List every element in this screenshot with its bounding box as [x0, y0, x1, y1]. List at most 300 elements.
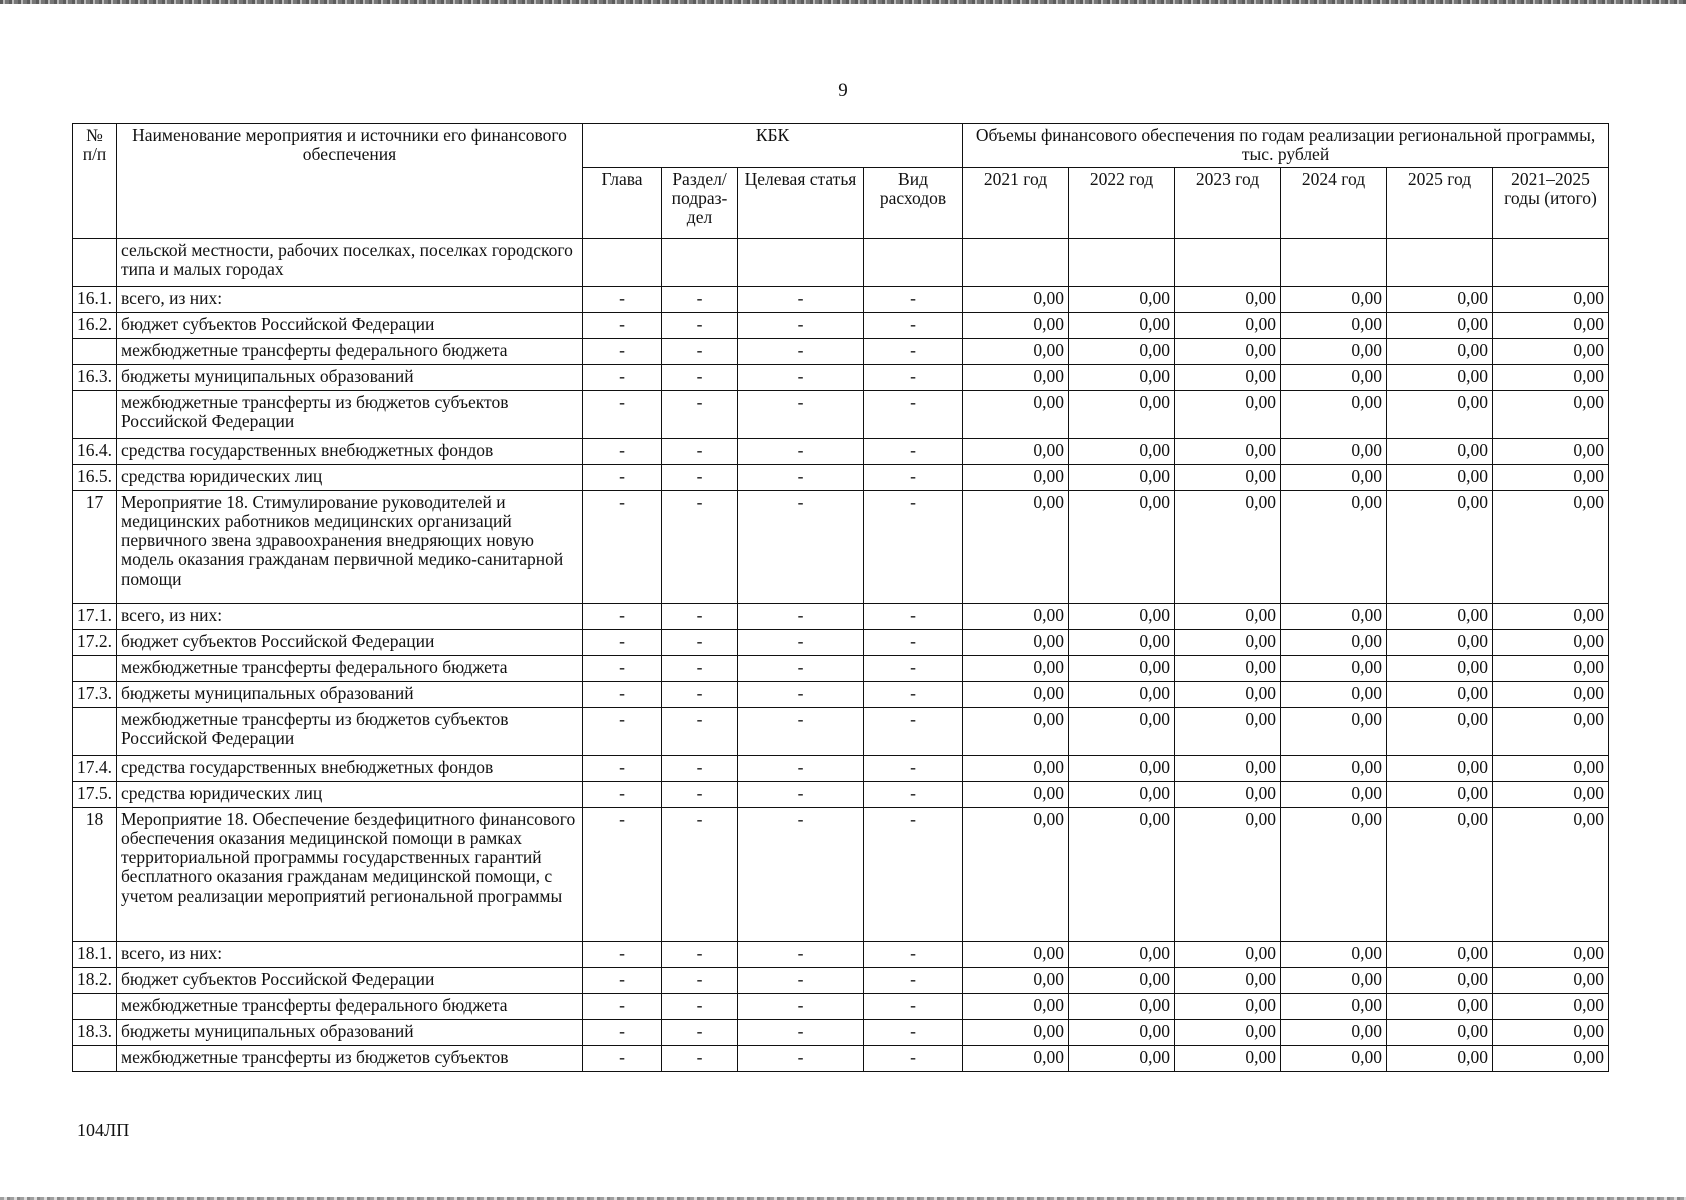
row-name: средства юридических лиц [117, 464, 583, 490]
value-2022-cell: 0,00 [1069, 312, 1175, 338]
value-2024-cell: 0,00 [1281, 490, 1387, 603]
kbk-expense-type-cell: - [864, 993, 963, 1019]
value-2024-cell: 0,00 [1281, 655, 1387, 681]
kbk-expense-type-cell: - [864, 655, 963, 681]
value-total-cell: 0,00 [1493, 755, 1609, 781]
row-name: межбюджетные трансферты федерального бюджета [117, 993, 583, 1019]
value-2021-cell: 0,00 [963, 464, 1069, 490]
kbk-chapter-cell: - [583, 490, 662, 603]
value-2021-cell: 0,00 [963, 707, 1069, 755]
value-2023-cell: 0,00 [1175, 707, 1281, 755]
row-number: 18.3. [73, 1019, 117, 1045]
kbk-expense-type-cell: - [864, 755, 963, 781]
row-number: 18.1. [73, 941, 117, 967]
value-2021-cell: 0,00 [963, 655, 1069, 681]
table-body [73, 238, 1609, 1071]
value-2025-cell: 0,00 [1387, 629, 1493, 655]
kbk-section-cell: - [662, 1019, 738, 1045]
header-name: Наименование мероприятия и источники его финансового обеспечения [117, 124, 583, 239]
table-row [73, 338, 1609, 364]
value-2024-cell: 0,00 [1281, 967, 1387, 993]
kbk-section-cell: - [662, 1045, 738, 1071]
table-row [73, 464, 1609, 490]
header-kbk-chapter: Глава [583, 167, 662, 238]
kbk-section-cell: - [662, 707, 738, 755]
value-2021-cell: 0,00 [963, 1045, 1069, 1071]
kbk-target-cell: - [738, 286, 864, 312]
value-2025-cell: 0,00 [1387, 967, 1493, 993]
value-total-cell: 0,00 [1493, 338, 1609, 364]
value-2024-cell: 0,00 [1281, 438, 1387, 464]
value-2021-cell: 0,00 [963, 390, 1069, 438]
value-2024-cell: 0,00 [1281, 286, 1387, 312]
kbk-section-cell [662, 238, 738, 286]
table-row [73, 312, 1609, 338]
row-name: всего, из них: [117, 603, 583, 629]
kbk-section-cell: - [662, 993, 738, 1019]
row-name: бюджет субъектов Российской Федерации [117, 629, 583, 655]
value-2021-cell: 0,00 [963, 681, 1069, 707]
value-2024-cell: 0,00 [1281, 1019, 1387, 1045]
value-2025-cell: 0,00 [1387, 755, 1493, 781]
kbk-expense-type-cell: - [864, 967, 963, 993]
kbk-section-cell: - [662, 941, 738, 967]
header-year-2022: 2022 год [1069, 167, 1175, 238]
document-code: 104ЛП [77, 1120, 130, 1140]
kbk-target-cell: - [738, 707, 864, 755]
value-2023-cell: 0,00 [1175, 681, 1281, 707]
row-name: Мероприятие 18. Обеспечение бездефицитного финансового обеспечения оказания медицинской помощи в рамках территориальной программы государственных гарантий бесплатного оказания гражданам медицинской помощи, с учетом реализации мероприятий региональной программы [117, 807, 583, 941]
value-2025-cell: 0,00 [1387, 464, 1493, 490]
value-2022-cell: 0,00 [1069, 1045, 1175, 1071]
value-2021-cell: 0,00 [963, 438, 1069, 464]
header-kbk-target: Целевая статья [738, 167, 864, 238]
value-2021-cell: 0,00 [963, 993, 1069, 1019]
value-total-cell: 0,00 [1493, 993, 1609, 1019]
value-2022-cell: 0,00 [1069, 681, 1175, 707]
kbk-target-cell: - [738, 438, 864, 464]
value-2024-cell: 0,00 [1281, 781, 1387, 807]
kbk-expense-type-cell: - [864, 1045, 963, 1071]
row-name: всего, из них: [117, 286, 583, 312]
page-number: 9 [838, 80, 848, 101]
row-number: 16.2. [73, 312, 117, 338]
value-total-cell: 0,00 [1493, 781, 1609, 807]
table-row [73, 438, 1609, 464]
header-year-2025: 2025 год [1387, 167, 1493, 238]
value-2023-cell: 0,00 [1175, 390, 1281, 438]
kbk-section-cell: - [662, 364, 738, 390]
kbk-expense-type-cell: - [864, 807, 963, 941]
value-2023-cell: 0,00 [1175, 993, 1281, 1019]
value-total-cell: 0,00 [1493, 438, 1609, 464]
kbk-chapter-cell: - [583, 707, 662, 755]
header-row [73, 124, 1609, 168]
header-year-2021: 2021 год [963, 167, 1069, 238]
row-name: межбюджетные трансферты федерального бюджета [117, 338, 583, 364]
kbk-chapter-cell: - [583, 993, 662, 1019]
value-2025-cell: 0,00 [1387, 390, 1493, 438]
kbk-expense-type-cell: - [864, 603, 963, 629]
value-2023-cell: 0,00 [1175, 312, 1281, 338]
kbk-expense-type-cell: - [864, 1019, 963, 1045]
row-number: 18.2. [73, 967, 117, 993]
kbk-target-cell [738, 238, 864, 286]
row-name: сельской местности, рабочих поселках, поселках городского типа и малых городах [117, 238, 583, 286]
kbk-chapter-cell: - [583, 655, 662, 681]
row-name: Мероприятие 18. Стимулирование руководителей и медицинских работников медицинских организаций первичного звена здравоохранения внедряющих новую модель оказания гражданам первичной медико-санитарной помощи [117, 490, 583, 603]
value-2022-cell: 0,00 [1069, 707, 1175, 755]
value-2025-cell: 0,00 [1387, 338, 1493, 364]
kbk-target-cell: - [738, 941, 864, 967]
row-number: 17.4. [73, 755, 117, 781]
value-2023-cell: 0,00 [1175, 438, 1281, 464]
value-total-cell: 0,00 [1493, 312, 1609, 338]
value-2025-cell: 0,00 [1387, 312, 1493, 338]
value-2021-cell: 0,00 [963, 603, 1069, 629]
kbk-target-cell: - [738, 629, 864, 655]
value-2023-cell: 0,00 [1175, 464, 1281, 490]
kbk-chapter-cell: - [583, 967, 662, 993]
value-total-cell: 0,00 [1493, 1019, 1609, 1045]
value-2022-cell: 0,00 [1069, 629, 1175, 655]
table-row [73, 364, 1609, 390]
value-2022-cell: 0,00 [1069, 603, 1175, 629]
value-2024-cell: 0,00 [1281, 338, 1387, 364]
table-row [73, 390, 1609, 438]
table-row [73, 1045, 1609, 1071]
value-2023-cell [1175, 238, 1281, 286]
value-2022-cell: 0,00 [1069, 338, 1175, 364]
kbk-chapter-cell: - [583, 629, 662, 655]
value-2025-cell [1387, 238, 1493, 286]
kbk-section-cell: - [662, 755, 738, 781]
value-2023-cell: 0,00 [1175, 286, 1281, 312]
kbk-target-cell: - [738, 603, 864, 629]
value-total-cell: 0,00 [1493, 490, 1609, 603]
value-2024-cell: 0,00 [1281, 807, 1387, 941]
value-2024-cell: 0,00 [1281, 364, 1387, 390]
row-number: 17.5. [73, 781, 117, 807]
row-number: 17 [73, 490, 117, 603]
value-2023-cell: 0,00 [1175, 941, 1281, 967]
value-2025-cell: 0,00 [1387, 438, 1493, 464]
row-name: бюджеты муниципальных образований [117, 681, 583, 707]
financing-table [72, 123, 1609, 1072]
value-2024-cell: 0,00 [1281, 464, 1387, 490]
value-2023-cell: 0,00 [1175, 364, 1281, 390]
kbk-chapter-cell: - [583, 781, 662, 807]
kbk-target-cell: - [738, 312, 864, 338]
row-name: средства государственных внебюджетных фондов [117, 438, 583, 464]
value-2023-cell: 0,00 [1175, 603, 1281, 629]
kbk-expense-type-cell: - [864, 438, 963, 464]
row-name: межбюджетные трансферты из бюджетов субъектов Российской Федерации [117, 390, 583, 438]
value-2022-cell: 0,00 [1069, 464, 1175, 490]
value-2021-cell: 0,00 [963, 490, 1069, 603]
value-total-cell: 0,00 [1493, 967, 1609, 993]
kbk-chapter-cell: - [583, 807, 662, 941]
value-2021-cell: 0,00 [963, 967, 1069, 993]
row-number [73, 707, 117, 755]
row-number: 16.4. [73, 438, 117, 464]
row-number [73, 993, 117, 1019]
value-2024-cell: 0,00 [1281, 707, 1387, 755]
row-name: бюджеты муниципальных образований [117, 1019, 583, 1045]
header-volumes: Объемы финансового обеспечения по годам реализации региональной программы, тыс. рублей [963, 124, 1609, 168]
row-name: средства юридических лиц [117, 781, 583, 807]
kbk-target-cell: - [738, 338, 864, 364]
value-2022-cell: 0,00 [1069, 655, 1175, 681]
table-row [73, 603, 1609, 629]
kbk-section-cell: - [662, 438, 738, 464]
kbk-chapter-cell: - [583, 941, 662, 967]
header-year-2024: 2024 год [1281, 167, 1387, 238]
value-2023-cell: 0,00 [1175, 755, 1281, 781]
value-2024-cell: 0,00 [1281, 629, 1387, 655]
value-2021-cell: 0,00 [963, 941, 1069, 967]
kbk-target-cell: - [738, 1019, 864, 1045]
value-2023-cell: 0,00 [1175, 629, 1281, 655]
value-2022-cell: 0,00 [1069, 286, 1175, 312]
kbk-chapter-cell: - [583, 312, 662, 338]
table-row [73, 941, 1609, 967]
value-total-cell [1493, 238, 1609, 286]
value-2022-cell: 0,00 [1069, 390, 1175, 438]
table-row [73, 1019, 1609, 1045]
scan-border-top [0, 0, 1686, 4]
kbk-expense-type-cell: - [864, 464, 963, 490]
kbk-expense-type-cell: - [864, 941, 963, 967]
row-name: межбюджетные трансферты федерального бюджета [117, 655, 583, 681]
table-row [73, 655, 1609, 681]
row-name: межбюджетные трансферты из бюджетов субъектов [117, 1045, 583, 1071]
value-2025-cell: 0,00 [1387, 286, 1493, 312]
row-number: 18 [73, 807, 117, 941]
row-number: 17.3. [73, 681, 117, 707]
table-row [73, 967, 1609, 993]
table-row [73, 238, 1609, 286]
value-2022-cell: 0,00 [1069, 807, 1175, 941]
row-number: 16.1. [73, 286, 117, 312]
row-name: всего, из них: [117, 941, 583, 967]
value-2025-cell: 0,00 [1387, 681, 1493, 707]
kbk-target-cell: - [738, 390, 864, 438]
header-kbk-expense-type: Вид расходов [864, 167, 963, 238]
value-2024-cell: 0,00 [1281, 312, 1387, 338]
value-2025-cell: 0,00 [1387, 603, 1493, 629]
value-2023-cell: 0,00 [1175, 807, 1281, 941]
row-name: средства государственных внебюджетных фондов [117, 755, 583, 781]
kbk-section-cell: - [662, 655, 738, 681]
row-name: бюджет субъектов Российской Федерации [117, 967, 583, 993]
value-2021-cell: 0,00 [963, 312, 1069, 338]
value-2025-cell: 0,00 [1387, 781, 1493, 807]
header-kbk: КБК [583, 124, 963, 168]
value-total-cell: 0,00 [1493, 1045, 1609, 1071]
row-number [73, 238, 117, 286]
value-2023-cell: 0,00 [1175, 338, 1281, 364]
value-2021-cell: 0,00 [963, 286, 1069, 312]
kbk-target-cell: - [738, 681, 864, 707]
kbk-expense-type-cell: - [864, 338, 963, 364]
kbk-section-cell: - [662, 390, 738, 438]
value-2021-cell: 0,00 [963, 364, 1069, 390]
value-2025-cell: 0,00 [1387, 941, 1493, 967]
value-2025-cell: 0,00 [1387, 490, 1493, 603]
kbk-section-cell: - [662, 781, 738, 807]
kbk-section-cell: - [662, 603, 738, 629]
kbk-target-cell: - [738, 781, 864, 807]
value-2022-cell: 0,00 [1069, 438, 1175, 464]
value-2025-cell: 0,00 [1387, 807, 1493, 941]
value-total-cell: 0,00 [1493, 807, 1609, 941]
kbk-section-cell: - [662, 338, 738, 364]
value-2024-cell: 0,00 [1281, 993, 1387, 1019]
kbk-expense-type-cell: - [864, 286, 963, 312]
value-total-cell: 0,00 [1493, 681, 1609, 707]
kbk-target-cell: - [738, 1045, 864, 1071]
value-2022-cell: 0,00 [1069, 941, 1175, 967]
value-2023-cell: 0,00 [1175, 655, 1281, 681]
value-2024-cell: 0,00 [1281, 755, 1387, 781]
kbk-chapter-cell: - [583, 390, 662, 438]
kbk-expense-type-cell: - [864, 490, 963, 603]
table-row [73, 286, 1609, 312]
value-2024-cell: 0,00 [1281, 603, 1387, 629]
value-2023-cell: 0,00 [1175, 490, 1281, 603]
header-year-2023: 2023 год [1175, 167, 1281, 238]
header-num: № п/п [73, 124, 117, 239]
value-2024-cell [1281, 238, 1387, 286]
kbk-target-cell: - [738, 364, 864, 390]
kbk-expense-type-cell: - [864, 312, 963, 338]
kbk-target-cell: - [738, 993, 864, 1019]
kbk-expense-type-cell: - [864, 681, 963, 707]
value-total-cell: 0,00 [1493, 603, 1609, 629]
value-2023-cell: 0,00 [1175, 781, 1281, 807]
table-row [73, 629, 1609, 655]
value-2025-cell: 0,00 [1387, 993, 1493, 1019]
value-2024-cell: 0,00 [1281, 1045, 1387, 1071]
kbk-section-cell: - [662, 286, 738, 312]
kbk-chapter-cell: - [583, 464, 662, 490]
kbk-chapter-cell: - [583, 1045, 662, 1071]
value-total-cell: 0,00 [1493, 286, 1609, 312]
row-number [73, 338, 117, 364]
kbk-target-cell: - [738, 967, 864, 993]
kbk-section-cell: - [662, 464, 738, 490]
table-row [73, 755, 1609, 781]
value-2021-cell: 0,00 [963, 1019, 1069, 1045]
kbk-chapter-cell: - [583, 338, 662, 364]
value-2022-cell [1069, 238, 1175, 286]
table-row [73, 707, 1609, 755]
kbk-expense-type-cell: - [864, 781, 963, 807]
kbk-section-cell: - [662, 629, 738, 655]
table-row [73, 681, 1609, 707]
row-number [73, 655, 117, 681]
row-number [73, 1045, 117, 1071]
value-2025-cell: 0,00 [1387, 1045, 1493, 1071]
value-2021-cell [963, 238, 1069, 286]
value-2023-cell: 0,00 [1175, 1045, 1281, 1071]
table-row [73, 993, 1609, 1019]
kbk-target-cell: - [738, 655, 864, 681]
kbk-chapter-cell [583, 238, 662, 286]
header-kbk-section: Раздел/ подраз- дел [662, 167, 738, 238]
kbk-chapter-cell: - [583, 755, 662, 781]
row-number [73, 390, 117, 438]
value-total-cell: 0,00 [1493, 364, 1609, 390]
row-name: бюджеты муниципальных образований [117, 364, 583, 390]
value-2022-cell: 0,00 [1069, 993, 1175, 1019]
kbk-expense-type-cell: - [864, 364, 963, 390]
kbk-chapter-cell: - [583, 603, 662, 629]
value-2024-cell: 0,00 [1281, 681, 1387, 707]
value-2021-cell: 0,00 [963, 781, 1069, 807]
value-2022-cell: 0,00 [1069, 490, 1175, 603]
value-2021-cell: 0,00 [963, 755, 1069, 781]
kbk-chapter-cell: - [583, 1019, 662, 1045]
kbk-section-cell: - [662, 681, 738, 707]
table-row [73, 807, 1609, 941]
value-2022-cell: 0,00 [1069, 967, 1175, 993]
value-total-cell: 0,00 [1493, 941, 1609, 967]
value-2022-cell: 0,00 [1069, 755, 1175, 781]
kbk-section-cell: - [662, 490, 738, 603]
row-number: 17.2. [73, 629, 117, 655]
kbk-chapter-cell: - [583, 286, 662, 312]
kbk-chapter-cell: - [583, 438, 662, 464]
kbk-section-cell: - [662, 967, 738, 993]
row-number: 16.3. [73, 364, 117, 390]
value-2024-cell: 0,00 [1281, 390, 1387, 438]
kbk-section-cell: - [662, 807, 738, 941]
value-2025-cell: 0,00 [1387, 364, 1493, 390]
value-2025-cell: 0,00 [1387, 707, 1493, 755]
row-number: 16.5. [73, 464, 117, 490]
value-2021-cell: 0,00 [963, 807, 1069, 941]
value-2022-cell: 0,00 [1069, 364, 1175, 390]
row-name: межбюджетные трансферты из бюджетов субъектов Российской Федерации [117, 707, 583, 755]
kbk-chapter-cell: - [583, 364, 662, 390]
value-total-cell: 0,00 [1493, 655, 1609, 681]
kbk-target-cell: - [738, 464, 864, 490]
kbk-target-cell: - [738, 755, 864, 781]
value-2022-cell: 0,00 [1069, 1019, 1175, 1045]
value-2025-cell: 0,00 [1387, 655, 1493, 681]
table-row [73, 490, 1609, 603]
value-2023-cell: 0,00 [1175, 1019, 1281, 1045]
table-row [73, 781, 1609, 807]
value-2022-cell: 0,00 [1069, 781, 1175, 807]
value-2021-cell: 0,00 [963, 629, 1069, 655]
kbk-section-cell: - [662, 312, 738, 338]
value-total-cell: 0,00 [1493, 707, 1609, 755]
value-total-cell: 0,00 [1493, 464, 1609, 490]
row-number: 17.1. [73, 603, 117, 629]
value-total-cell: 0,00 [1493, 390, 1609, 438]
kbk-expense-type-cell: - [864, 707, 963, 755]
value-2025-cell: 0,00 [1387, 1019, 1493, 1045]
kbk-target-cell: - [738, 490, 864, 603]
kbk-expense-type-cell: - [864, 629, 963, 655]
value-2024-cell: 0,00 [1281, 941, 1387, 967]
kbk-chapter-cell: - [583, 681, 662, 707]
value-2023-cell: 0,00 [1175, 967, 1281, 993]
header-total: 2021–2025 годы (итого) [1493, 167, 1609, 238]
